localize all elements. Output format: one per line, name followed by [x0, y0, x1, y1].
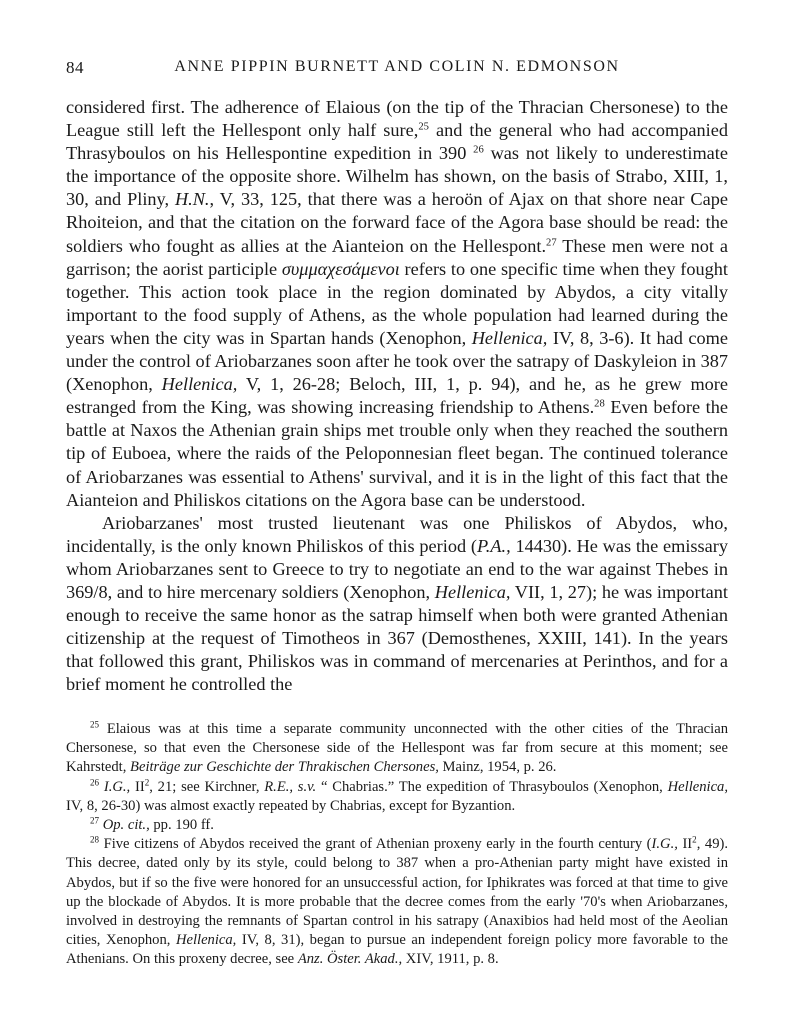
page-header	[66, 58, 728, 82]
text-run: IV, 8, 3-6). It had come under the control of Ariobarzanes soon after he took over the satrapy of Daskyleion in 387 (Xenophon,	[66, 327, 728, 395]
text-run: 14430). He was the emissary whom Ariobarzanes sent to Greece to try to negotiate an end to the war against Thebes in 369/8, and to hire mercenary soldiers (Xenophon,	[66, 535, 728, 602]
footnote-ref-27: 27	[546, 237, 557, 249]
citation-italic: I.G.,	[651, 836, 678, 853]
footnote-ref-28: 28	[594, 398, 605, 410]
text-run: These men were not a garrison; the aorist participle	[66, 235, 728, 279]
greek-word: συμμαχεσάμενοι	[281, 258, 400, 279]
text-run: refers to one specific time when they fought together. This action took place in the region dominated by Abydos, a city vitally important to the food supply of Athens, as the whole population had learned during the years when the city was in Spartan hands (Xenophon,	[66, 258, 728, 348]
paragraph-1	[66, 96, 728, 512]
text-run: II	[130, 778, 145, 795]
text-run: and the general who had accompanied Thrasyboulos on his Hellespontine expedition in 390	[66, 120, 728, 164]
text-run: , V, 33, 125, that there was a heroön of Ajax on that shore near Cape Rhoiteion, and that the citation on the forward face of the Agora base should be read: the soldiers who fought as allies at the Aianteion on the Hellespont.	[66, 189, 728, 256]
text-run: IV, 8, 26-30) was almost exactly repeated by Chabrias, except for Byzantion.	[66, 797, 516, 814]
citation-italic: Beiträge zur Geschichte der Thrakischen Chersones,	[130, 759, 439, 776]
text-run: Ariobarzanes' most trusted lieutenant was one Philiskos of Abydos, who, incidentally, is the only known Philiskos of this period (	[66, 512, 728, 556]
footnote-number: 28	[90, 834, 100, 845]
text-run: Elaious was at this time a separate community unconnected with the other cities of the Thracian Chersonese, so that even the Chersonese side of the Hellespont was far from secure at this moment; see Kahrstedt,	[66, 721, 728, 776]
footnote-28	[66, 835, 728, 969]
text-run: was not likely to underestimate the importance of the opposite shore. Wilhelm has shown, on the basis of Strabo, XIII, 1, 30, and Pliny,	[66, 143, 728, 210]
footnote-27	[66, 816, 728, 835]
running-head: ANNE PIPPIN BURNETT AND COLIN N. EDMONSON	[174, 58, 620, 75]
citation-italic: Op. cit.,	[102, 817, 150, 834]
citation-italic: Anz. Öster. Akad.,	[297, 951, 403, 968]
citation-italic: Hellenica,	[434, 581, 511, 602]
text-run: , 49). This decree, dated only by its style, could belong to 387 when a pro-Athenian party might have existed in Abydos, but if so the five were honored for an unsuccessful action, for Iphikrates was forced at that time to give up the blockade of Abydos. It is more probable that the decree comes from the early '70's when Ariobarzanes, involved in destroying the remnants of Spartan control in his satrapy (Anaxibios had held most of the Aeolian cities, Xenophon,	[66, 836, 728, 949]
footnote-ref-25: 25	[418, 121, 429, 133]
citation-italic: P.A.,	[476, 535, 511, 556]
text-run: pp. 190 ff.	[149, 817, 214, 834]
text-run: considered first. The adherence of Elaious (on the tip of the Thracian Chersonese) to the League still left the Hellespont only half sure,	[66, 97, 728, 141]
citation-italic: Hellenica,	[667, 778, 729, 795]
citation-italic: R.E., s.v.	[264, 778, 317, 795]
footnote-25	[66, 720, 728, 778]
text-run: V, 1, 26-28; Beloch, III, 1, p. 94), and he, as he grew more estranged from the King, was showing increasing friendship to Athens.	[66, 374, 729, 418]
footnote-number: 26	[90, 777, 100, 788]
citation-italic: Hellenica,	[471, 327, 548, 348]
text-run: VII, 1, 27); he was important enough to receive the same honor as the satrap himself when both were granted Athenian citizenship at the request of Timotheos in 367 (Demosthenes, XXIII, 141). In the years that followed this grant, Philiskos was in command of mercenaries at Perinthos, and for a brief moment he controlled the	[66, 581, 728, 695]
paragraph-2	[66, 512, 728, 697]
citation-italic: Hellenica,	[175, 932, 237, 949]
text-run: Mainz, 1954, p. 26.	[438, 759, 557, 776]
page-number: 84	[66, 58, 84, 77]
citation-italic: I.G.,	[103, 778, 131, 795]
citation-italic: H.N.	[174, 189, 210, 210]
text-run: Even before the battle at Naxos the Athenian grain ships met trouble only when they reached the southern tip of Euboea, where the raids of the Peloponnesian fleet began. The continued tolerance of Ariobarzanes was essential to Athens' survival, and it is in the light of this fact that the Aianteion and Philiskos citations on the Agora base can be understood.	[66, 397, 728, 510]
footnote-number: 27	[90, 815, 100, 826]
text-run: II	[677, 836, 693, 853]
superscript: 2	[144, 777, 150, 788]
footnotes	[66, 720, 728, 970]
footnote-ref-26: 26	[473, 144, 484, 156]
superscript: 2	[692, 834, 697, 845]
text-run: , 21; see Kirchner,	[149, 778, 265, 795]
footnote-26	[66, 778, 728, 816]
text-run: Five citizens of Abydos received the grant of Athenian proxeny early in the fourth century (	[99, 836, 652, 853]
text-run: XIV, 1911, p. 8.	[402, 951, 499, 968]
main-text	[66, 96, 728, 696]
text-run: IV, 8, 31), began to pursue an independent foreign policy more favorable to the Athenians. On this proxeny decree, see	[66, 932, 728, 968]
citation-italic: Hellenica,	[161, 374, 238, 395]
text-run: “ Chabrias.” The expedition of Thrasyboulos (Xenophon,	[316, 778, 668, 795]
footnote-number: 25	[90, 719, 100, 730]
